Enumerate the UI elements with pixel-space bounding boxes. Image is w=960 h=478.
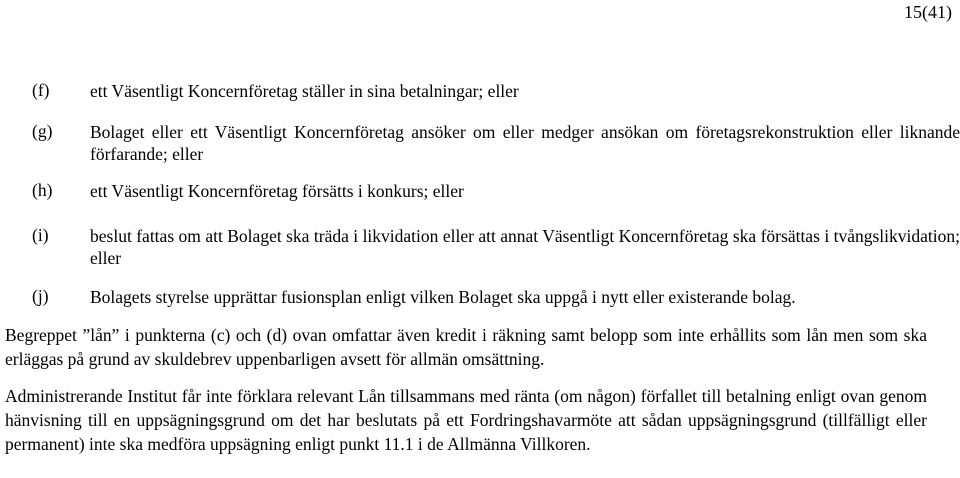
paragraph-loan-definition: Begreppet ”lån” i punkterna (c) och (d) ovan omfattar även kredit i räkning samt belopp som inte erhållits som lån men som ska erläggas på grund av skuldebrev uppenbarligen avsett för allmän omsättning. (5, 325, 927, 369)
paragraph-administrative-institute: Administrerande Institut får inte förklara relevant Lån tillsammans med ränta (om någon) förfallet till betalning enligt ovan genom hänvisning till en uppsägningsgrund om det har beslutats på ett Fordringshavarmöte att sådan uppsägningsgrund (tillfälligt eller permanent) inte ska medföra uppsägning enligt punkt 11.1 i de Allmänna Villkoren. (5, 386, 927, 454)
page-number: 15(41) (904, 2, 952, 22)
list-item-label: (f) (32, 80, 50, 100)
list-item-label: (i) (32, 225, 49, 245)
list-item-text: ett Väsentligt Koncernföretag försätts i konkurs; eller (90, 181, 464, 201)
list-item-text: ett Väsentligt Koncernföretag ställer in sina betalningar; eller (90, 81, 519, 101)
list-item-text: beslut fattas om att Bolaget ska träda i likvidation eller att annat Väsentligt Koncernföretag ska försättas i tvångslikvidation; eller (90, 226, 960, 268)
list-item-text: Bolagets styrelse upprättar fusionsplan enligt vilken Bolaget ska uppgå i nytt eller existerande bolag. (90, 287, 796, 307)
list-item-label: (j) (32, 286, 49, 306)
list-item-text: Bolaget eller ett Väsentligt Koncernföretag ansöker om eller medger ansökan om företagsrekonstruktion eller liknande förfarande; eller (90, 122, 960, 164)
list-item-label: (g) (32, 121, 53, 141)
list-item-label: (h) (32, 180, 53, 200)
